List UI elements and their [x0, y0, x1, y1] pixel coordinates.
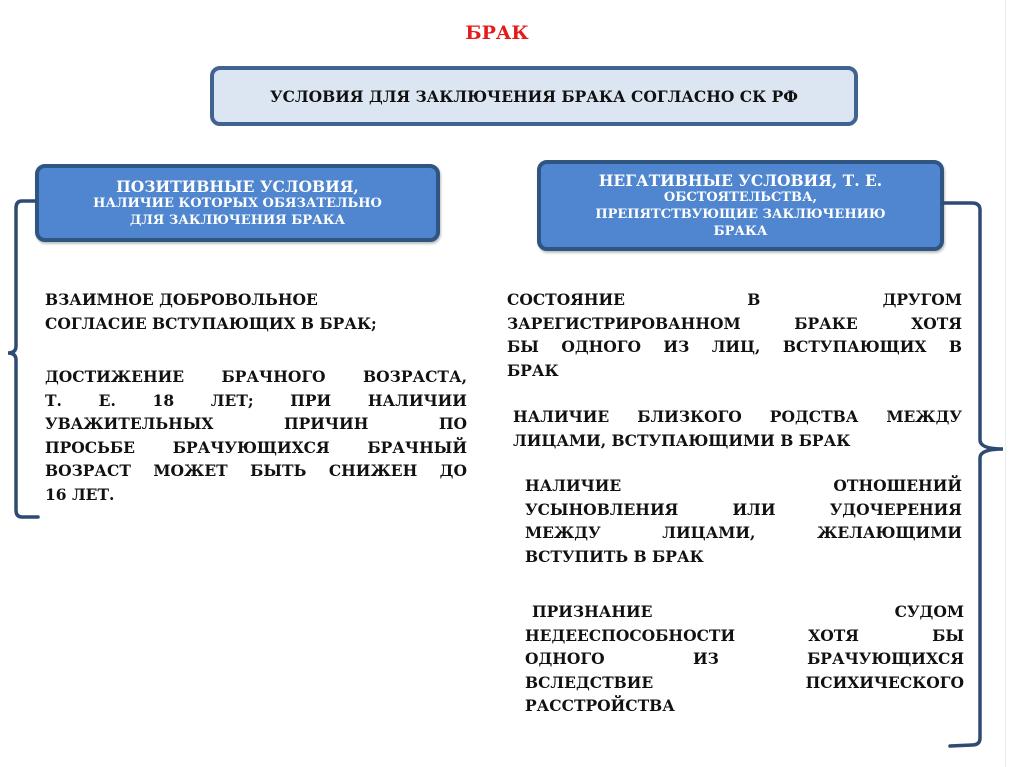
item-line: БРАК — [507, 360, 559, 380]
item-line: СОГЛАСИЕ ВСТУПАЮЩИХ В БРАК; — [45, 313, 377, 333]
item-line: УСЫНОВЛЕНИЯ ИЛИ УДОЧЕРЕНИЯ — [525, 499, 962, 519]
positive-heading-line2: НАЛИЧИЕ КОТОРЫХ ОБЯЗАТЕЛЬНО — [93, 195, 382, 211]
item-line: НАЛИЧИЕ БЛИЗКОГО РОДСТВА МЕЖДУ — [513, 407, 962, 426]
item-line: НАЛИЧИЕ ОТНОШЕНИЙ — [525, 476, 962, 495]
item-line: РАССТРОЙСТВА — [525, 696, 675, 715]
item-line: ДОСТИЖЕНИЕ БРАЧНОГО ВОЗРАСТА, — [45, 367, 467, 386]
item-line: ЛИЦАМИ, ВСТУПАЮЩИМИ В БРАК — [513, 430, 851, 450]
negative-heading-line3: ПРЕПЯТСТВУЮЩИЕ ЗАКЛЮЧЕНИЮ — [595, 206, 886, 222]
negative-heading-line1: НЕГАТИВНЫЕ УСЛОВИЯ, Т. Е. — [598, 170, 883, 190]
negative-item — [513, 405, 962, 452]
item-line: ВСЛЕДСТВИЕ ПСИХИЧЕСКОГО — [525, 672, 964, 692]
item-line: БЫ ОДНОГО ИЗ ЛИЦ, ВСТУПАЮЩИХ В — [507, 337, 962, 356]
item-line: ВСТУПИТЬ В БРАК — [525, 546, 704, 566]
item-line: УВАЖИТЕЛЬНЫХ ПРИЧИН ПО — [45, 414, 467, 433]
negative-heading-line2: ОБСТОЯТЕЛЬСТВА, — [663, 189, 818, 205]
page-title: БРАК — [465, 22, 529, 44]
item-line: 16 ЛЕТ. — [45, 484, 115, 504]
item-line: ПРОСЬБЕ БРАЧУЮЩИХСЯ БРАЧНЫЙ — [45, 437, 467, 457]
item-line: МЕЖДУ ЛИЦАМИ, ЖЕЛАЮЩИМИ — [525, 523, 962, 542]
negative-item — [525, 600, 964, 718]
header-text: УСЛОВИЯ ДЛЯ ЗАКЛЮЧЕНИЯ БРАКА СОГЛАСНО СК РФ — [270, 86, 798, 106]
positive-item — [45, 365, 467, 506]
positive-heading-line1: ПОЗИТИВНЫЕ УСЛОВИЯ, — [116, 176, 359, 196]
negative-item — [525, 474, 962, 568]
item-line: ВОЗРАСТ МОЖЕТ БЫТЬ СНИЖЕН ДО — [45, 461, 467, 480]
positive-heading-line3: ДЛЯ ЗАКЛЮЧЕНИЯ БРАКА — [129, 212, 346, 228]
left-brace — [8, 201, 38, 517]
item-line: СОСТОЯНИЕ В ДРУГОМ — [507, 290, 962, 309]
item-line: ОДНОГО ИЗ БРАЧУЮЩИХСЯ — [525, 649, 964, 668]
negative-heading-line4: БРАКА — [713, 223, 768, 239]
item-line: Т. Е. 18 ЛЕТ; ПРИ НАЛИЧИИ — [45, 390, 467, 410]
positive-item — [45, 288, 377, 335]
negative-item — [507, 288, 962, 382]
item-line: ПРИЗНАНИЕ СУДОМ — [532, 602, 964, 621]
item-line: ЗАРЕГИСТРИРОВАННОМ БРАКЕ ХОТЯ — [507, 313, 962, 333]
item-line: ВЗАИМНОЕ ДОБРОВОЛЬНОЕ — [45, 290, 318, 309]
item-line: НЕДЕЕСПОСОБНОСТИ ХОТЯ БЫ — [525, 625, 964, 645]
